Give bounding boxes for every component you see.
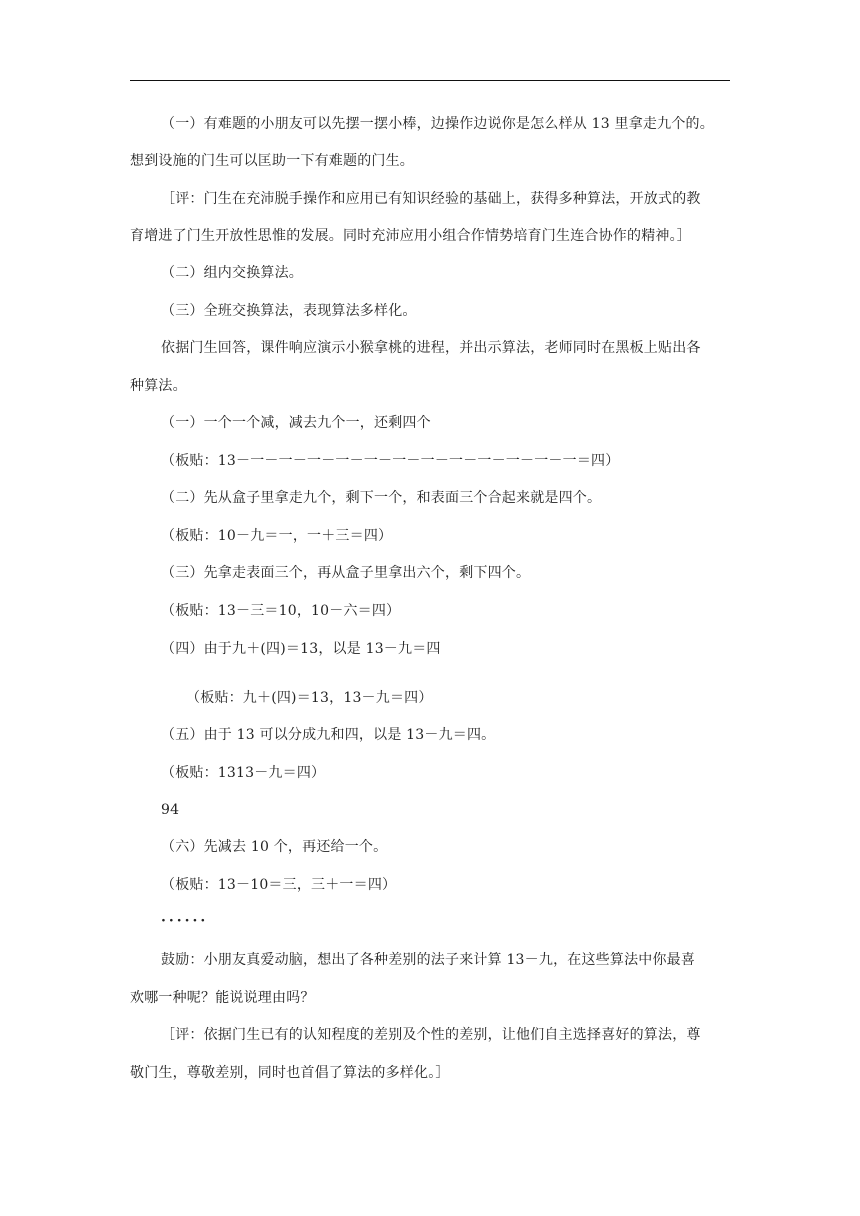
text-line: （一）有难题的小朋友可以先摆一摆小棒，边操作边说你是怎么样从 13 里拿走九个的。 — [161, 116, 714, 132]
text-line: （板贴：13－三＝10，10－六＝四） — [161, 603, 401, 619]
ellipsis-dots: ······ — [161, 913, 209, 929]
header-rule — [130, 80, 730, 81]
text-line: （板贴：1313－九＝四） — [161, 765, 326, 781]
text-line: 种算法。 — [130, 378, 187, 394]
text-line: 鼓励：小朋友真爱动脑，想出了各种差别的法子来计算 13－九，在这些算法中你最喜 — [161, 952, 696, 968]
page-number: 94 — [161, 802, 180, 818]
text-line: （板贴：九＋(四)＝13，13－九＝四） — [186, 690, 433, 706]
text-line: 想到设施的门生可以匡助一下有难题的门生。 — [130, 153, 414, 169]
text-line: （一）一个一个减，减去九个一，还剩四个 — [161, 415, 431, 431]
text-line: （板贴：13－一－一－一－一－一－一－一－一－一－一－一－一＝四） — [161, 453, 620, 469]
text-line: 育增进了门生开放性思惟的发展。同时充沛应用小组合作情势培育门生连合协作的精神。］ — [130, 228, 691, 244]
text-line: ［评：门生在充沛脱手操作和应用已有知识经验的基础上，获得多种算法，开放式的教 — [161, 191, 701, 207]
text-line: ［评：依据门生已有的认知程度的差别及个性的差别，让他们自主选择喜好的算法，尊 — [161, 1027, 701, 1043]
text-line: 欢哪一种呢？能说说理由吗？ — [130, 990, 315, 1006]
text-line: 敬门生，尊敬差别，同时也首倡了算法的多样化。］ — [130, 1065, 450, 1081]
text-line: （三）全班交换算法，表现算法多样化。 — [161, 303, 417, 319]
text-line: （三）先拿走表面三个，再从盒子里拿出六个，剩下四个。 — [161, 565, 531, 581]
text-line: （板贴：13－10＝三，三＋一＝四） — [161, 877, 397, 893]
text-line: （二）先从盒子里拿走九个，剩下一个，和表面三个合起来就是四个。 — [161, 490, 602, 506]
text-line: （四）由于九＋(四)＝13，以是 13－九＝四 — [161, 641, 441, 657]
text-line: （板贴：10－九＝一，一＋三＝四） — [161, 528, 393, 544]
text-line: 依据门生回答，课件响应演示小猴拿桃的进程，并出示算法，老师同时在黑板上贴出各 — [161, 340, 701, 356]
text-line: （二）组内交换算法。 — [161, 265, 303, 281]
text-line: （六）先减去 10 个，再还给一个。 — [161, 839, 388, 855]
text-line: （五）由于 13 可以分成九和四，以是 13－九＝四。 — [161, 727, 496, 743]
